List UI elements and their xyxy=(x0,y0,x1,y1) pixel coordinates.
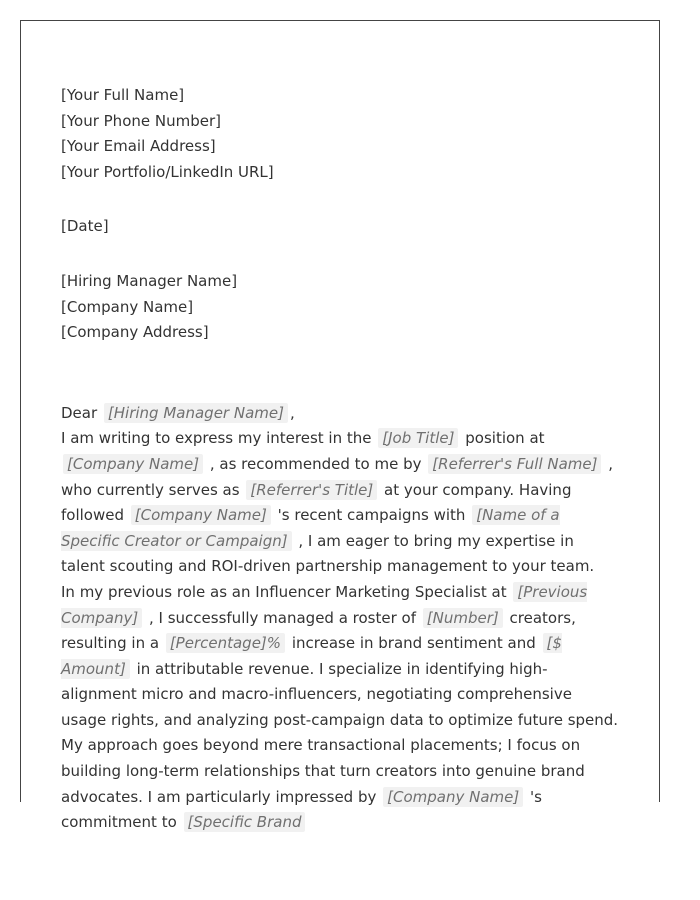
placeholder-job-title[interactable]: [Job Title] xyxy=(378,428,458,448)
salutation-dear: Dear xyxy=(61,403,98,422)
placeholder-previous-company[interactable]: [Previous Company] xyxy=(61,582,588,627)
placeholder-percentage[interactable]: [Percentage]% xyxy=(166,633,285,653)
text-segment: In my previous role as an Influencer Marketing Specialist at xyxy=(61,582,507,601)
recipient-block xyxy=(61,269,621,346)
sender-phone: [Your Phone Number] xyxy=(61,111,221,130)
text-segment: position at xyxy=(465,429,545,448)
placeholder-number[interactable]: [Number] xyxy=(423,608,503,628)
text-segment: creators, resulting in a xyxy=(61,608,576,653)
text-segment: at your company. Having followed xyxy=(61,480,572,525)
letter-date: [Date] xyxy=(61,217,109,236)
placeholder-amount[interactable]: [$ Amount] xyxy=(61,634,562,678)
paragraph-intro xyxy=(61,426,621,580)
paragraph-experience xyxy=(61,580,621,734)
sender-email: [Your Email Address] xyxy=(61,137,216,156)
text-segment: , who currently serves as xyxy=(61,454,614,499)
text-segment: 's recent campaigns with xyxy=(277,506,466,525)
sender-block xyxy=(61,83,621,185)
salutation xyxy=(61,401,621,427)
sender-url: [Your Portfolio/LinkedIn URL] xyxy=(61,162,274,181)
text-segment: , as recommended to me by xyxy=(209,454,422,473)
letter-body xyxy=(61,83,621,836)
sender-name: [Your Full Name] xyxy=(61,86,185,104)
text-segment: in attributable revenue. I specialize in identifying high-alignment micro and macro-influencers, negotiating comprehensive usage rights, and analyzing post-campaign data to optimize future spend. xyxy=(61,659,619,729)
recipient-company: [Company Name] xyxy=(61,297,194,316)
salutation-comma: , xyxy=(289,403,295,422)
placeholder-specific-brand[interactable]: [Specific Brand xyxy=(184,812,306,832)
recipient-manager: [Hiring Manager Name] xyxy=(61,271,238,290)
text-segment: increase in brand sentiment and xyxy=(291,634,536,653)
placeholder-referrer-title[interactable]: [Referrer's Title] xyxy=(246,480,377,500)
placeholder-company-name[interactable]: [Company Name] xyxy=(383,787,523,807)
paragraph-approach xyxy=(61,733,621,835)
text-segment: , I am eager to bring my expertise in talent scouting and ROI-driven partnership management to your team. xyxy=(61,531,595,576)
placeholder-hiring-manager[interactable]: [Hiring Manager Name] xyxy=(104,403,288,423)
placeholder-creator-campaign[interactable]: [Name of a Specific Creator or Campaign] xyxy=(61,506,560,550)
document-page xyxy=(20,20,660,832)
placeholder-company-name[interactable]: [Company Name] xyxy=(63,454,203,474)
placeholder-referrer-name[interactable]: [Referrer's Full Name] xyxy=(428,454,601,474)
text-segment: 's commitment to xyxy=(61,787,542,832)
text-segment: I am writing to express my interest in the xyxy=(61,429,372,448)
recipient-address: [Company Address] xyxy=(61,323,209,342)
placeholder-company-name[interactable]: [Company Name] xyxy=(131,505,271,525)
text-segment: My approach goes beyond mere transactional placements; I focus on building long-term relationships that turn creators into genuine brand advocates. I am particularly impressed by xyxy=(61,736,585,806)
text-segment: , I successfully managed a roster of xyxy=(149,608,417,627)
